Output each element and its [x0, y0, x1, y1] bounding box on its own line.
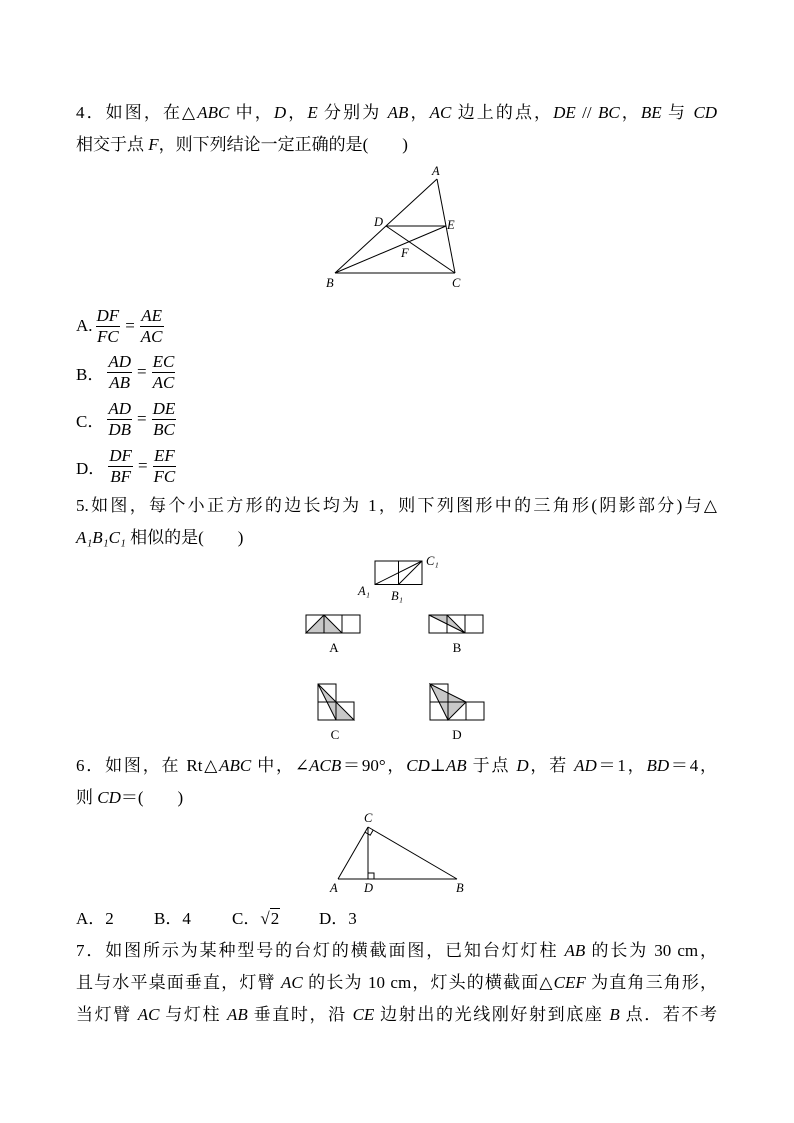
option-label: D． [319, 909, 349, 928]
numerator: AE [141, 305, 163, 325]
text-segment: ＝4， [669, 756, 718, 775]
reference-side-b1c1 [399, 561, 423, 585]
option-label: D． [76, 458, 106, 478]
text-segment: 4．如图，在△ [76, 103, 198, 122]
denominator: BF [110, 466, 131, 486]
text-segment: 7．如图所示为某种型号的台灯的横截面图，已知台灯灯柱 [76, 941, 565, 960]
equals-sign: = [137, 456, 148, 475]
point-label-f: F [401, 246, 409, 260]
numerator: DF [109, 445, 132, 465]
text-segment: 且与水平桌面垂直，灯臂 [76, 973, 282, 992]
q4-stem-line-1 [76, 102, 717, 124]
fraction-left [108, 446, 133, 487]
text-segment: 相似的是( ) [125, 528, 244, 547]
text-segment: 点．若不考 [619, 1005, 718, 1024]
q4-stem-line-2 [76, 134, 408, 156]
point-label-c1: C₁ [426, 554, 439, 568]
q6-right-triangle-figure [325, 808, 475, 895]
text-segment: 中，∠ [251, 756, 310, 775]
q5-grid-figures [295, 548, 495, 745]
option-value: 4 [182, 909, 191, 928]
point-label-a: A [330, 881, 338, 895]
text-segment: ，若 [528, 756, 575, 775]
text-segment: ＝( ) [120, 788, 184, 807]
denominator: FC [97, 326, 119, 346]
option-value: 2 [270, 909, 280, 928]
q5-stem-line-2 [76, 527, 243, 549]
math-variable: ABC [197, 103, 230, 122]
point-label-c: C [364, 811, 373, 825]
text-segment: ， [619, 103, 641, 122]
q4-option-d[interactable] [76, 444, 178, 488]
point-label-b: B [326, 276, 334, 290]
equals-sign: = [137, 362, 147, 381]
option-a-label: A [329, 640, 339, 655]
text-segment: 6．如图，在 Rt△ [76, 756, 220, 775]
point-label-b: B [456, 881, 464, 895]
point-label-e: E [447, 218, 455, 232]
text-segment: 与 [661, 103, 694, 122]
radical-sign: √ [260, 909, 270, 928]
equals-sign: = [137, 409, 147, 428]
math-variable: DE [553, 103, 576, 122]
q6-option-b[interactable] [154, 908, 191, 930]
point-label-d: D [364, 881, 374, 895]
option-label: C． [76, 411, 105, 431]
q4-option-a[interactable] [76, 304, 166, 348]
q4-option-c[interactable] [76, 397, 178, 441]
numerator: EC [152, 351, 175, 371]
text-segment: 的长为 30 cm， [585, 941, 717, 960]
math-variable: E [307, 103, 318, 122]
denominator: AC [152, 372, 175, 392]
fraction-right [152, 399, 177, 440]
text-segment: 与灯柱 [159, 1005, 227, 1024]
text-segment: 边上的点， [451, 103, 554, 122]
option-label: B． [76, 364, 105, 384]
option-c-label: C [330, 727, 340, 742]
option-d-label: D [452, 727, 462, 742]
math-variable: BE [640, 103, 662, 122]
point-label-a: A [432, 164, 440, 178]
q7-stem-line-2 [76, 972, 717, 994]
math-variable: AB [564, 941, 586, 960]
text-segment: 5.如图，每个小正方形的边长均为 1，则下列图形中的三角形(阴影部分)与△ [76, 496, 717, 515]
option-label: A． [76, 909, 106, 928]
numerator: DF [96, 305, 120, 325]
math-variable: AC [281, 973, 303, 992]
option-value: 3 [348, 909, 357, 928]
math-variable: BD [646, 756, 670, 775]
math-variable: B [609, 1005, 620, 1024]
math-variable: CEF [553, 973, 586, 992]
q4-option-b[interactable] [76, 350, 177, 394]
right-angle-mark-d [368, 873, 374, 879]
math-variable: CE [352, 1005, 375, 1024]
fraction-right [140, 306, 164, 347]
text-segment: 垂直时，沿 [247, 1005, 353, 1024]
q6-option-a[interactable] [76, 908, 114, 930]
text-segment: 于点 [466, 756, 517, 775]
text-segment: ， [286, 103, 308, 122]
option-b-label: B [452, 640, 462, 655]
math-variable: CD [97, 788, 121, 807]
text-segment: 当灯臂 [76, 1005, 138, 1024]
q6-stem-line-2 [76, 787, 183, 809]
q5-stem-line-1 [76, 495, 717, 517]
fraction-left [96, 306, 121, 347]
denominator: DB [108, 419, 132, 439]
denominator: AC [140, 326, 163, 346]
segment-be [335, 226, 446, 273]
point-label-c: C [452, 276, 461, 290]
fraction-right [153, 446, 177, 487]
text-segment: ， [408, 103, 430, 122]
math-variable: AB [387, 103, 409, 122]
point-label-a1: A₁ [358, 584, 370, 598]
text-segment: ⊥ [429, 756, 446, 775]
numerator: DE [152, 398, 176, 418]
q7-stem-line-3 [76, 1004, 717, 1026]
q6-option-d[interactable] [319, 908, 357, 930]
math-variable: F [148, 135, 159, 154]
text-segment: 中， [229, 103, 274, 122]
math-variable: BC [597, 103, 620, 122]
math-variable: AC [137, 1005, 160, 1024]
math-variable: AB [227, 1005, 248, 1024]
math-variable: AC [429, 103, 452, 122]
option-label: C． [232, 909, 261, 928]
math-variable: CD [693, 103, 718, 122]
denominator: BC [153, 419, 175, 439]
math-variable: ACB [309, 756, 342, 775]
fraction-left [107, 399, 132, 440]
denominator: FC [153, 466, 176, 486]
text-segment: ，则下列结论一定正确的是( ) [158, 135, 408, 154]
text-segment: 相交于点 [76, 135, 149, 154]
q6-option-c[interactable] [232, 908, 280, 930]
q7-stem-line-1 [76, 940, 717, 962]
text-segment: 则 [76, 788, 98, 807]
text-segment: ＝1， [596, 756, 647, 775]
text-segment: 分别为 [317, 103, 388, 122]
denominator: AB [109, 372, 131, 392]
math-variable: D [516, 756, 529, 775]
text-segment: ＝90°， [341, 756, 407, 775]
point-label-b1: B₁ [391, 589, 403, 603]
math-variable: ABC [219, 756, 252, 775]
q4-triangle-figure [320, 160, 470, 295]
side-ca [338, 827, 368, 879]
fraction-left [107, 352, 132, 393]
numerator: EF [154, 445, 175, 465]
text-segment: // [575, 103, 598, 122]
text-segment: 为直角三角形， [585, 973, 718, 992]
math-variable: CD [406, 756, 430, 775]
option-label: A. [76, 316, 93, 335]
segment-cd [386, 226, 455, 273]
option-label: B． [154, 909, 183, 928]
point-label-d: D [374, 215, 384, 229]
equals-sign: = [125, 316, 135, 335]
fraction-right [152, 352, 176, 393]
side-cb [368, 827, 457, 879]
numerator: AD [108, 398, 132, 418]
math-variable: A₁B₁C₁ [76, 528, 126, 547]
numerator: AD [108, 351, 132, 371]
q6-stem-line-1 [76, 755, 717, 777]
math-variable: D [273, 103, 287, 122]
text-segment: 的长为 10 cm，灯头的横截面△ [302, 973, 554, 992]
option-value: 2 [105, 909, 114, 928]
math-variable: AB [445, 756, 467, 775]
text-segment: 边射出的光线刚好射到底座 [374, 1005, 610, 1024]
math-variable: AD [574, 756, 597, 775]
